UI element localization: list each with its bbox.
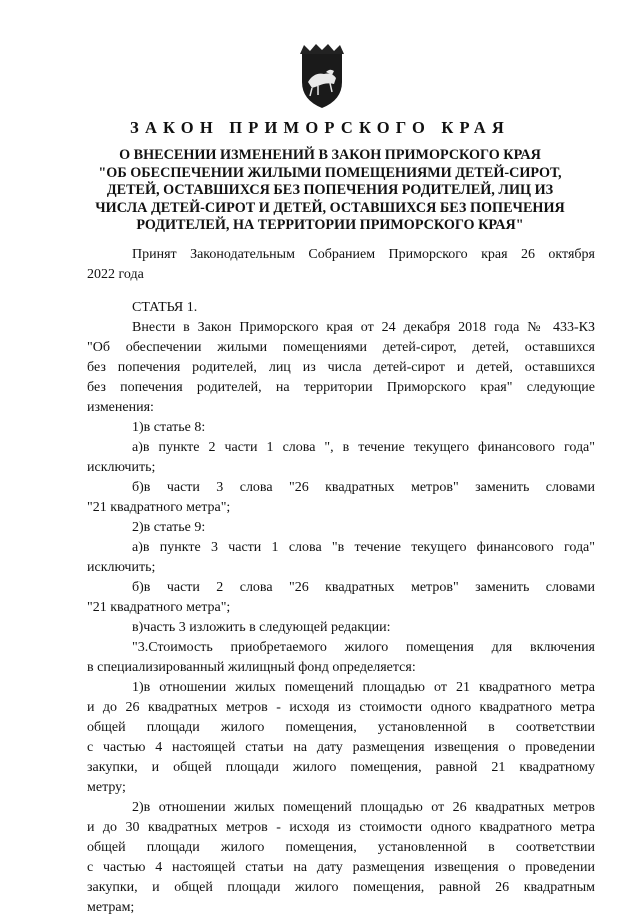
paragraph-line: исключить; <box>87 460 156 475</box>
paragraph-line: в специализированный жилищный фонд определяется: <box>87 660 416 675</box>
paragraph-line: "Об обеспечении жилыми помещениями детей-сирот, детей, оставшихся <box>87 340 595 355</box>
paragraph-line: 1)в статье 8: <box>132 420 206 435</box>
paragraph-line: 1)в отношении жилых помещений площадью от 21 квадратного метра <box>132 680 595 695</box>
subtitle-line: ДЕТЕЙ, ОСТАВШИХСЯ БЕЗ ПОПЕЧЕНИЯ РОДИТЕЛЕЙ, ЛИЦ ИЗ <box>106 182 554 199</box>
paragraph-line: и до 26 квадратных метров - исходя из стоимости одного квадратного метра <box>87 700 595 715</box>
paragraph-line: и до 30 квадратных метров - исходя из стоимости одного квадратного метра <box>87 820 595 835</box>
paragraph-line: без попечения родителей, на территории Приморского края" следующие <box>87 380 595 395</box>
coat-of-arms-emblem <box>296 42 348 110</box>
paragraph-line: с частью 4 настоящей статьи на дату размещения извещения о проведении <box>87 740 595 755</box>
paragraph-line: 2)в отношении жилых помещений площадью от 26 квадратных метров <box>132 800 595 815</box>
paragraph-line: 2)в статье 9: <box>132 520 206 535</box>
paragraph-line: исключить; <box>87 560 156 575</box>
paragraph-line: "21 квадратного метра"; <box>87 500 231 515</box>
document-subtitle <box>70 147 590 235</box>
paragraph-line: в)часть 3 изложить в следующей редакции: <box>132 620 391 635</box>
paragraph-line: б)в части 3 слова "26 квадратных метров" заменить словами <box>132 480 595 495</box>
paragraph-line: общей площади жилого помещения, установленной в соответствии <box>87 720 595 735</box>
paragraph-line: без попечения родителей, лиц из числа детей-сирот и детей, оставшихся <box>87 360 595 375</box>
paragraph-line: метрам; <box>87 900 135 915</box>
subtitle-line: ЧИСЛА ДЕТЕЙ-СИРОТ И ДЕТЕЙ, ОСТАВШИХСЯ БЕЗ ПОПЕЧЕНИЯ <box>95 199 565 216</box>
subtitle-line: "ОБ ОБЕСПЕЧЕНИИ ЖИЛЫМИ ПОМЕЩЕНИЯМИ ДЕТЕЙ-СИРОТ, <box>98 164 562 181</box>
paragraph-line: закупки, и общей площади жилого помещения, равной 21 квадратному <box>87 760 595 775</box>
paragraph-line: изменения: <box>87 400 154 415</box>
paragraph-line: Внести в Закон Приморского края от 24 декабря 2018 года № 433-КЗ <box>132 320 595 335</box>
paragraph-line: а)в пункте 2 части 1 слова ", в течение текущего финансового года" <box>132 440 595 455</box>
subtitle-line: О ВНЕСЕНИИ ИЗМЕНЕНИЙ В ЗАКОН ПРИМОРСКОГО КРАЯ <box>119 147 541 163</box>
paragraph-line: а)в пункте 3 части 1 слова "в течение текущего финансового года" <box>132 540 595 555</box>
subtitle-line: РОДИТЕЛЕЙ, НА ТЕРРИТОРИИ ПРИМОРСКОГО КРАЯ" <box>136 217 524 234</box>
paragraph-line: закупки, и общей площади жилого помещения, равной 26 квадратным <box>87 880 595 895</box>
adoption-line: 2022 года <box>87 267 144 282</box>
paragraph-line: с частью 4 настоящей статьи на дату размещения извещения о проведении <box>87 860 595 875</box>
paragraph-line: "21 квадратного метра"; <box>87 600 231 615</box>
paragraph-line: "3.Стоимость приобретаемого жилого помещения для включения <box>132 640 595 655</box>
article-heading: СТАТЬЯ 1. <box>132 300 198 315</box>
paragraph-line: метру; <box>87 780 126 795</box>
adoption-line: Принят Законодательным Собранием Приморского края 26 октября <box>132 247 595 262</box>
paragraph-line: общей площади жилого помещения, установленной в соответствии <box>87 840 595 855</box>
document-title: ЗАКОН ПРИМОРСКОГО КРАЯ <box>130 118 510 137</box>
paragraph-line: б)в части 2 слова "26 квадратных метров" заменить словами <box>132 580 595 595</box>
